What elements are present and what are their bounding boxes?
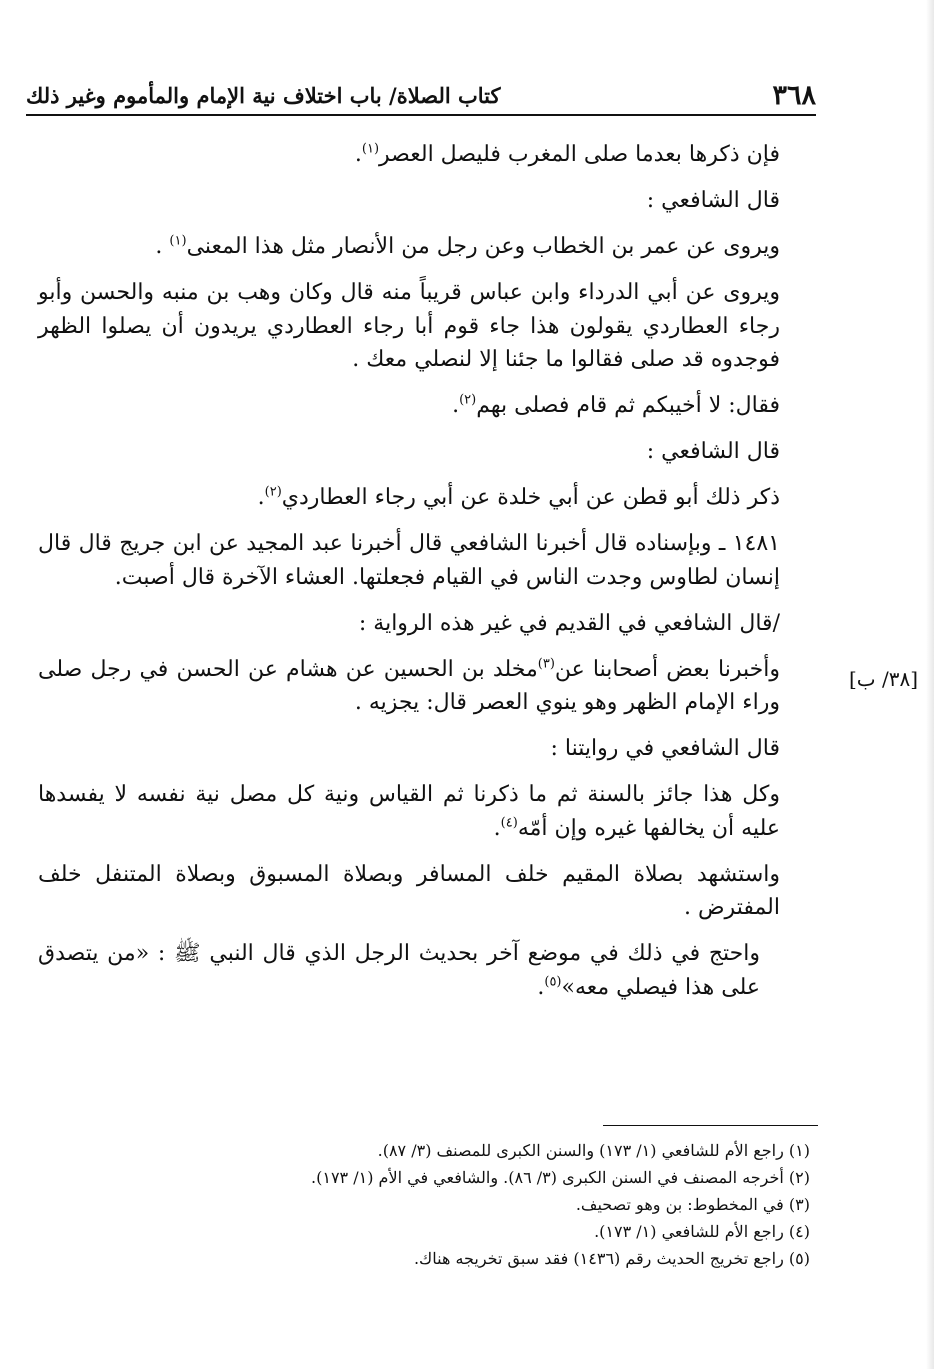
hadith-paragraph: ١٤٨١ ـ وبإسناده قال أخبرنا الشافعي قال أخبرنا عبد المجيد عن ابن جريج قال قال إنسان لطاوس وجدت الناس في القيام فجعلتها. العشاء الآخرة قال أصبت. bbox=[38, 531, 780, 590]
paragraph: ويروى عن عمر بن الخطاب وعن رجل من الأنصار مثل هذا المعنى$^{(١)}$ . bbox=[155, 233, 780, 259]
paragraph: قال الشافعي في روايتنا : bbox=[550, 736, 780, 761]
manuscript-folio-marker: [٣٨/ ب] bbox=[848, 667, 918, 691]
footnote-divider bbox=[603, 1125, 818, 1126]
page-number: ٣٦٨ bbox=[772, 80, 816, 111]
paragraph: قال الشافعي : bbox=[646, 439, 780, 464]
footnote-reference: (٥) bbox=[544, 974, 562, 990]
page-header bbox=[26, 78, 816, 116]
paragraph: وأخبرنا بعض أصحابنا عن$^{(٣)}$مخلد بن الحسين عن هشام عن الحسن في رجل صلى وراء الإمام الظهر وهو ينوي العصر قال: يجزيه . bbox=[38, 656, 780, 715]
paragraph: ويروى عن أبي الدرداء وابن عباس قريباً منه قال وكان وهب بن منبه والحسن وأبو رجاء العطاردي يقولون هذا جاء قوم أبا رجاء العطاردي يريدون أن يصلوا الظهر فوجدوه قد صلى فقالوا ما جئنا إلا لنصلي معك . bbox=[38, 280, 780, 372]
paragraph: فإن ذكرها بعدما صلى المغرب فليصل العصر$^{(١)}$. bbox=[354, 141, 780, 167]
paragraph: /قال الشافعي في القديم في غير هذه الرواية : bbox=[358, 610, 780, 636]
footnotes bbox=[40, 1137, 810, 1272]
paragraph: فقال: لا أخيبكم ثم قام فصلى بهم$^{(٢)}$. bbox=[452, 392, 780, 418]
paragraph: وكل هذا جائز بالسنة ثم ما ذكرنا ثم القياس ونية كل مصل نية نفسه لا يفسدها عليه أن يخالفها غيره وإن أمّه$^{(٤)}$. bbox=[38, 782, 780, 841]
footnote-reference: (٤) bbox=[500, 815, 518, 831]
footnote: (٤) راجع الأم للشافعي (١/ ١٧٣). bbox=[594, 1222, 810, 1241]
footnote: (٣) في المخطوط: بن وهو تصحيف. bbox=[575, 1195, 810, 1214]
footnote: (١) راجع الأم للشافعي (١/ ١٧٣) والسنن الكبرى للمصنف (٣/ ٨٧). bbox=[377, 1141, 810, 1160]
paragraph: ذكر ذلك أبو قطن عن أبي خلدة عن أبي رجاء العطاردي$^{(٢)}$. bbox=[257, 484, 780, 510]
footnote-reference: (١) bbox=[361, 141, 380, 157]
footnote: (٥) راجع تخريج الحديث رقم (١٤٣٦) فقد سبق تخريجه هناك. bbox=[413, 1249, 810, 1268]
paragraph: واستشهد بصلاة المقيم خلف المسافر وبصلاة المسبوق وبصلاة المتنفل خلف المفترض . bbox=[38, 861, 780, 920]
running-title: كتاب الصلاة/ باب اختلاف نية الإمام والمأموم وغير ذلك bbox=[26, 83, 501, 108]
main-text bbox=[38, 138, 808, 1010]
footnote-reference: (١) bbox=[169, 233, 187, 249]
footnote-reference: (٣) bbox=[537, 656, 555, 672]
paragraph: قال الشافعي : bbox=[646, 188, 780, 213]
scan-edge-shadow bbox=[926, 0, 934, 1369]
footnote-reference: (٢) bbox=[264, 484, 282, 500]
footnote: (٢) أخرجه المصنف في السنن الكبرى (٣/ ٨٦). والشافعي في الأم (١/ ١٧٣). bbox=[311, 1168, 810, 1187]
paragraph: واحتج في ذلك في موضع آخر بحديث الرجل الذي قال النبي ﷺ : «من يتصدق على هذا فيصلي معه»$^{(٥)}$. bbox=[38, 941, 760, 1000]
footnote-reference: (٢) bbox=[459, 392, 477, 408]
